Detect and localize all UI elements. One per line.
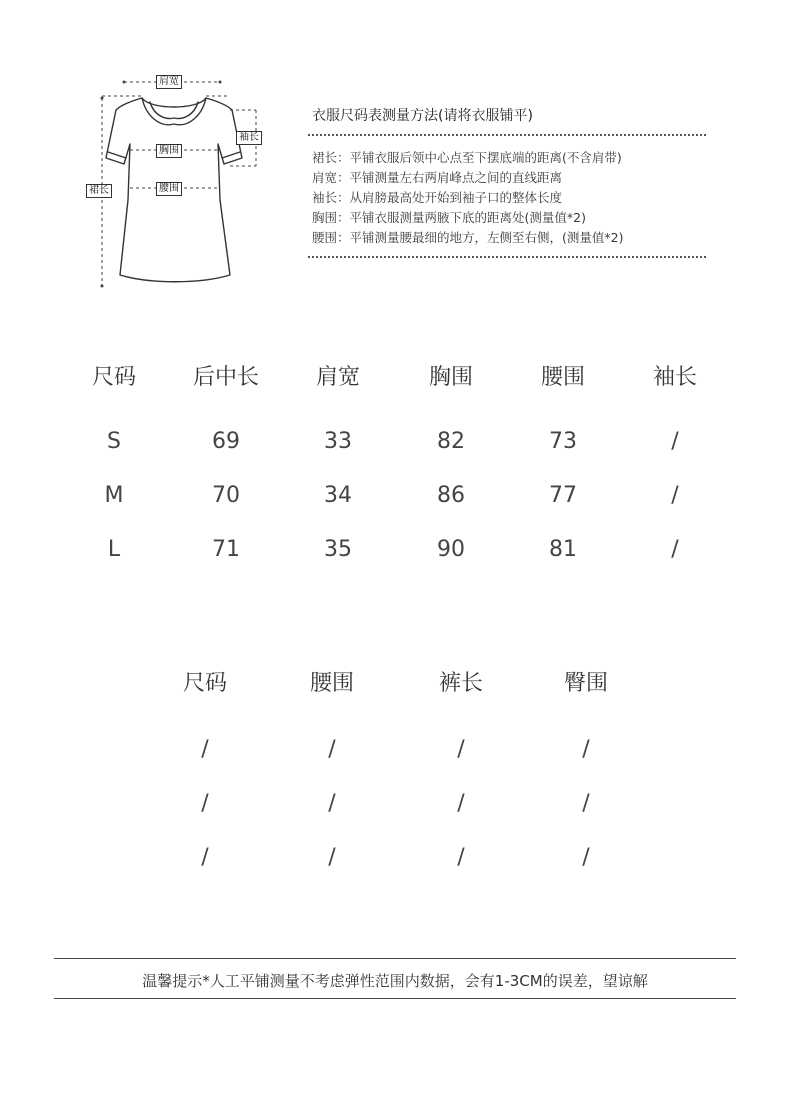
cell-pants-length: / (457, 845, 465, 870)
diagram-label-sleeve: 袖长 (236, 131, 262, 145)
diagram-label-chest: 胸围 (156, 144, 182, 158)
cell-waist: 73 (549, 429, 577, 454)
method-title: 衣服尺码表测量方法(请将衣服铺平) (312, 108, 533, 124)
cell-waist: 77 (549, 483, 577, 508)
cell-waist: 81 (549, 537, 577, 562)
method-divider-bottom (308, 256, 706, 258)
cell-back-length: 70 (212, 483, 240, 508)
cell-hip: / (582, 845, 590, 870)
cell-sleeve: / (671, 429, 679, 454)
footer-rule-top (54, 958, 736, 959)
cell-waist: / (328, 791, 336, 816)
header-pants-length: 裤长 (438, 671, 483, 696)
cell-hip: / (582, 791, 590, 816)
cell-size: / (201, 845, 209, 870)
header-chest: 胸围 (428, 365, 473, 390)
cell-size: S (107, 429, 121, 454)
header-waist: 腰围 (540, 365, 585, 390)
header-sleeve: 袖长 (652, 365, 697, 390)
cell-chest: 82 (437, 429, 465, 454)
method-item-chest: 胸围：平铺衣服测量两腋下底的距离处(测量值*2) (312, 210, 586, 225)
diagram-label-length: 裙长 (86, 184, 112, 198)
diagram-label-waist: 腰围 (156, 182, 182, 196)
cell-pants-length: / (457, 737, 465, 762)
header-size: 尺码 (182, 671, 227, 696)
header-shoulder: 肩宽 (315, 365, 360, 390)
cell-sleeve: / (671, 537, 679, 562)
garment-diagram (80, 70, 280, 295)
cell-back-length: 69 (212, 429, 240, 454)
cell-shoulder: 35 (324, 537, 352, 562)
method-list (312, 148, 623, 248)
cell-waist: / (328, 845, 336, 870)
header-waist: 腰围 (309, 671, 354, 696)
cell-chest: 86 (437, 483, 465, 508)
method-item-sleeve: 袖长：从肩膀最高处开始到袖子口的整体长度 (312, 190, 563, 205)
cell-chest: 90 (437, 537, 465, 562)
cell-sleeve: / (671, 483, 679, 508)
footer-note: 温馨提示*人工平铺测量不考虑弹性范围内数据，会有1-3CM的误差，望谅解 (142, 972, 648, 990)
method-item-shoulder: 肩宽：平铺测量左右两肩峰点之间的直线距离 (312, 170, 563, 185)
footer-rule-bottom (54, 998, 736, 999)
cell-size: M (104, 483, 124, 508)
cell-size: / (201, 737, 209, 762)
cell-size: L (107, 537, 121, 562)
method-divider-top (308, 134, 706, 136)
cell-hip: / (582, 737, 590, 762)
cell-pants-length: / (457, 791, 465, 816)
cell-size: / (201, 791, 209, 816)
header-back-length: 后中长 (192, 365, 259, 390)
header-size: 尺码 (91, 365, 136, 390)
method-item-length: 裙长：平铺衣服后领中心点至下摆底端的距离(不含肩带) (312, 150, 622, 165)
header-hip: 臀围 (563, 671, 608, 696)
cell-waist: / (328, 737, 336, 762)
cell-shoulder: 33 (324, 429, 352, 454)
diagram-label-shoulder: 肩宽 (156, 75, 182, 89)
cell-shoulder: 34 (324, 483, 352, 508)
method-item-waist: 腰围：平铺测量腰最细的地方，左侧至右侧，(测量值*2) (312, 230, 624, 245)
cell-back-length: 71 (212, 537, 240, 562)
